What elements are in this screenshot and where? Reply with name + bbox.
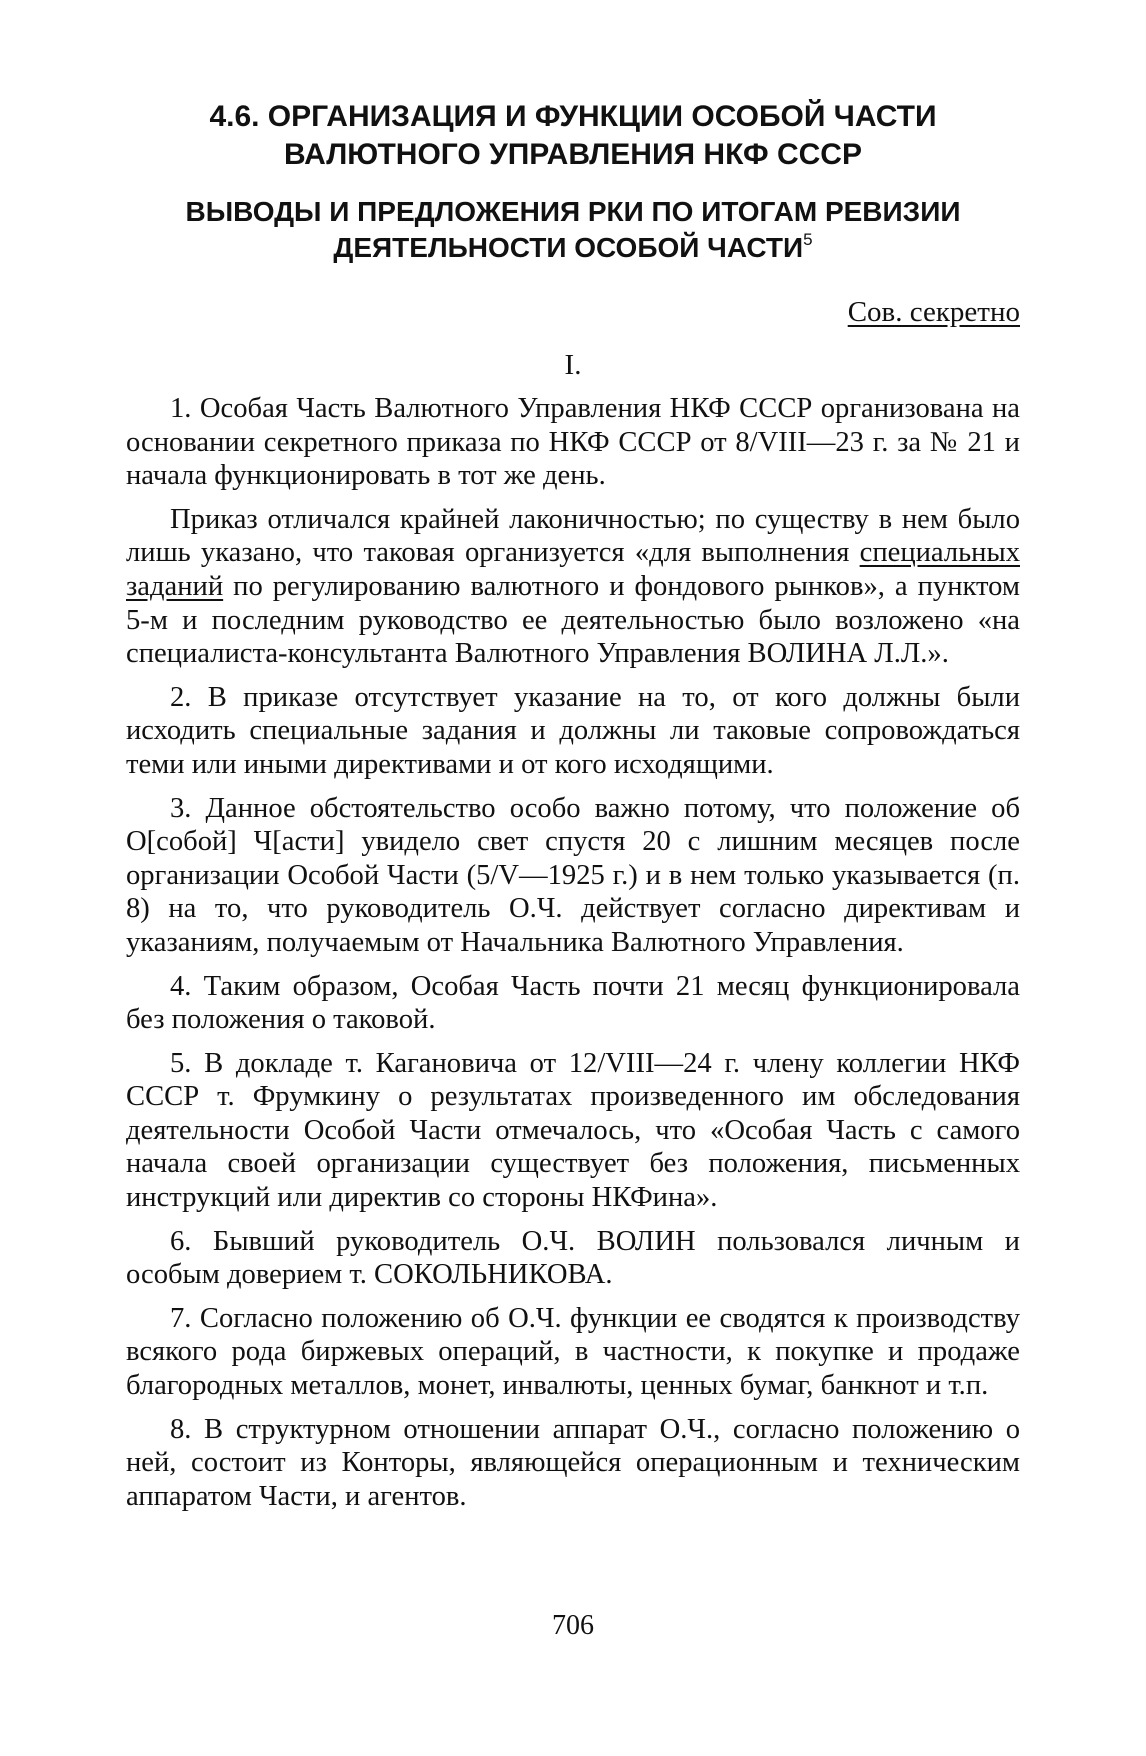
section-number: I. <box>564 349 582 381</box>
paragraph-7: 6. Бывший руководитель О.Ч. ВОЛИН пользовался личным и особым доверием т. СОКОЛЬНИКОВА. <box>126 1225 1020 1291</box>
chapter-title-line-1: 4.6. ОРГАНИЗАЦИЯ И ФУНКЦИИ ОСОБОЙ ЧАСТИ <box>209 100 937 133</box>
paragraph-2 <box>126 503 1020 671</box>
paragraph-8: 7. Согласно положению об О.Ч. функции ее сводятся к производству всякого рода биржевых операций, в частности, к покупке и продаже благородных металлов, монет, инвалюты, ценных бумаг, банкнот и т.п. <box>126 1302 1020 1402</box>
subtitle-line-1: ВЫВОДЫ И ПРЕДЛОЖЕНИЯ РКИ ПО ИТОГАМ РЕВИЗИИ <box>185 196 961 227</box>
subtitle-line-2-text: ДЕЯТЕЛЬНОСТИ ОСОБОЙ ЧАСТИ <box>333 232 804 263</box>
paragraph-2-part-2: по регулированию валютного и фондового рынков», а пунктом 5-м и последним руководство ее деятельностью было возложено «на специалиста-консультанта Валютного Управления ВОЛИНА Л.Л.». <box>126 570 1020 670</box>
subtitle-line-2 <box>160 230 986 266</box>
paragraph-4: 3. Данное обстоятельство особо важно потому, что положение об О[собой] Ч[асти] увидело свет спустя 20 с лишним месяцев после организации Особой Части (5/V—1925 г.) и в нем только указывается (п. 8) на то, что руководитель О.Ч. действует согласно директивам и указаниям, получаемым от Начальника Валютного Управления. <box>126 792 1020 958</box>
paragraph-1: 1. Особая Часть Валютного Управления НКФ СССР организована на основании секретного приказа по НКФ СССР от 8/VIII—23 г. за № 21 и начала функционировать в тот же день. <box>126 393 1020 492</box>
paragraph-3: 2. В приказе отсутствует указание на то, от кого должны были исходить специальные задания и должны ли таковые сопровождаться теми или иными директивами и от кого исходящими. <box>126 681 1020 780</box>
underlined-phrase: специальных заданий <box>126 537 1020 602</box>
paragraph-5: 4. Таким образом, Особая Часть почти 21 месяц функционировала без положения о таковой. <box>126 970 1020 1036</box>
classification-stamp: Сов. секретно <box>847 296 1020 328</box>
paragraph-9: 8. В структурном отношении аппарат О.Ч., согласно положению о ней, состоит из Конторы, являющейся операционным и техническим аппаратом Части, и агентов. <box>126 1413 1020 1512</box>
paragraph-6: 5. В докладе т. Кагановича от 12/VIII—24 г. члену коллегии НКФ СССР т. Фрумкину о результатах произведенного им обследования деятельности Особой Части отмечалось, что «Особая Часть с самого начала своей организации существует без положения, письменных инструкций или директив со стороны НКФина». <box>126 1047 1020 1214</box>
chapter-title-line-2: ВАЛЮТНОГО УПРАВЛЕНИЯ НКФ СССР <box>284 138 862 171</box>
chapter-title <box>160 98 986 174</box>
body-text <box>126 392 1020 1523</box>
document-subtitle <box>160 194 986 266</box>
footnote-reference: 5 <box>803 230 813 249</box>
paragraph-2-part-1: Приказ отличался крайней лаконичностью; по существу в нем было лишь указано, что таковая организуется «для выполнения <box>126 503 1020 569</box>
page-number: 706 <box>552 1610 594 1641</box>
